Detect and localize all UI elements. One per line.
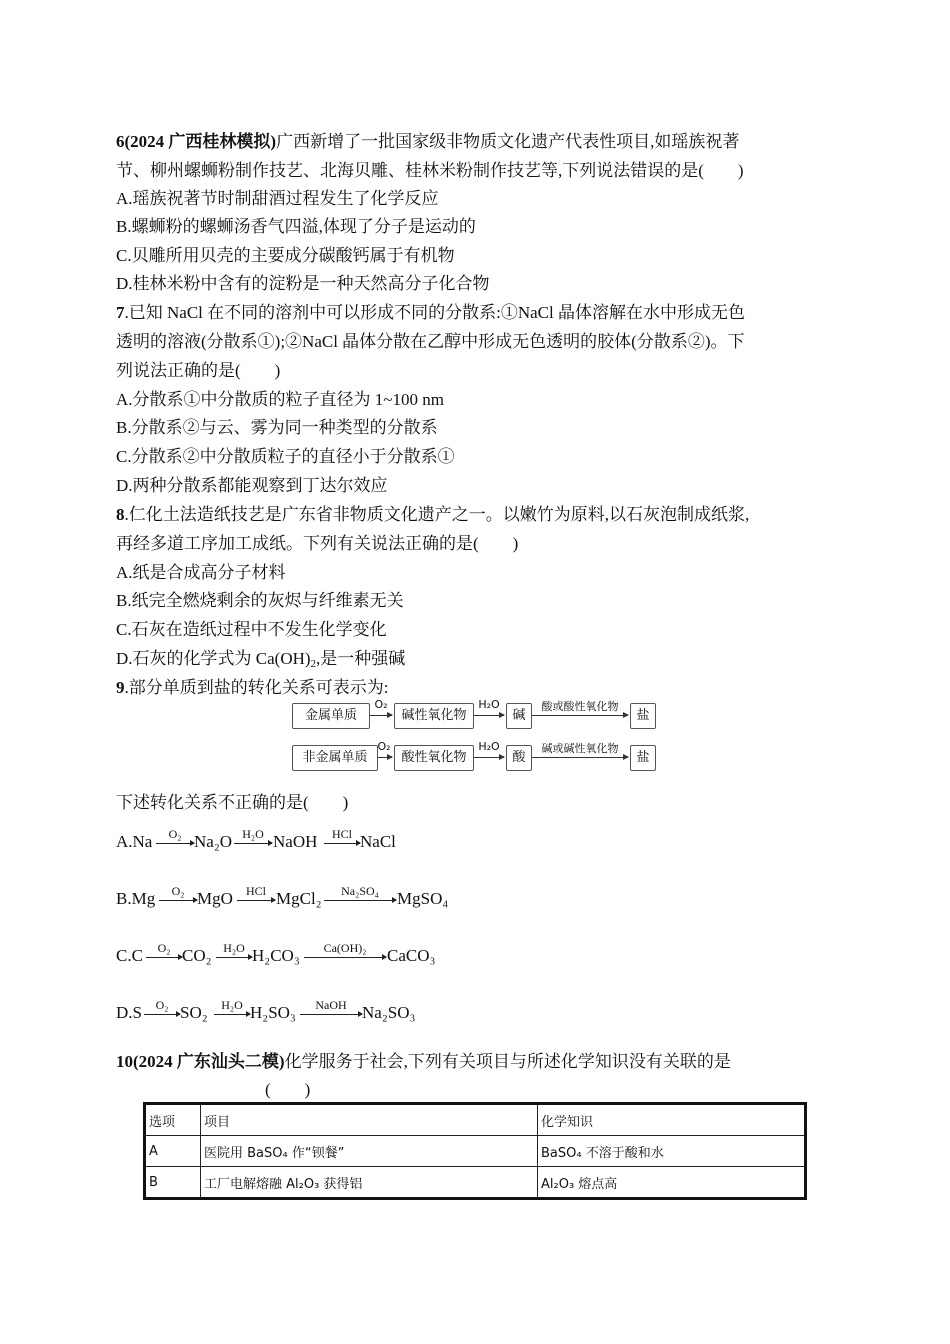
q8-stem-text1: .仁化土法造纸技艺是广东省非物质文化遗产之一。以嫩竹为原料,以石灰泡制成纸浆,: [124, 505, 750, 524]
table-cell: A: [145, 1136, 201, 1167]
flow-nonmetal-arrow3: [532, 757, 628, 758]
q9c-s2: H₂CO₃: [252, 946, 300, 965]
q6-option-d: D.桂林米粉中含有的淀粉是一种天然高分子化合物: [116, 274, 490, 293]
q6-option-a: A.瑶族祝著节时制甜酒过程发生了化学反应: [116, 189, 439, 208]
table-cell: Al₂O₃ 熔点高: [538, 1167, 806, 1199]
flow-nonmetal-label2: H₂O: [478, 740, 500, 753]
q6-stem-text1: 广西新增了一批国家级非物质文化遗产代表性项目,如瑶族祝著: [276, 132, 740, 151]
q9-number: 9: [116, 678, 125, 697]
flow-metal-label3: 酸或酸性氧化物: [541, 700, 619, 713]
q8-option-b: B.纸完全燃烧剩余的灰烬与纤维素无关: [116, 591, 404, 610]
q9a-s0: A.Na: [116, 832, 153, 851]
q9d-o3: NaOH: [315, 998, 347, 1012]
table-header-row: [145, 1104, 806, 1136]
q10-stem-line2: ( ): [265, 1080, 311, 1099]
flow-nonmetal-box1: 非金属单质: [292, 745, 378, 771]
q6-option-c: C.贝雕所用贝壳的主要成分碳酸钙属于有机物: [116, 246, 455, 265]
table-cell: 医院用 BaSO₄ 作“钡餐”: [201, 1136, 538, 1167]
q9c-arrow1: [146, 957, 182, 958]
q7-stem-line3: 列说法正确的是( ): [116, 361, 281, 380]
q8-stem-line2: 再经多道工序加工成纸。下列有关说法正确的是( ): [116, 534, 519, 553]
q6-stem-line1: [116, 131, 739, 153]
q9d-s0: D.S: [116, 1003, 142, 1022]
q9d-s1: SO₂: [180, 1003, 208, 1022]
flow-metal-box2: 碱性氧化物: [394, 703, 474, 729]
q10-number: 10: [116, 1052, 133, 1071]
flow-metal-arrow1: [370, 715, 392, 716]
flow-metal-box1: 金属单质: [292, 703, 370, 729]
table-cell: B: [145, 1167, 201, 1199]
flow-metal-arrow3: [532, 715, 628, 716]
flow-nonmetal-label3: 碱或碱性氧化物: [541, 742, 619, 755]
q9c-o2: H₂O: [223, 941, 245, 955]
q9a-arrow1: [156, 843, 194, 844]
flow-metal-box3: 碱: [506, 703, 532, 729]
q9d-o2: H₂O: [221, 998, 243, 1012]
q9b-s1: MgO: [197, 889, 233, 908]
q9a-o3: HCl: [331, 827, 352, 841]
q10-source: (2024 广东汕头二模): [133, 1052, 285, 1071]
header-project: 项目: [201, 1104, 538, 1136]
q9b-o1: O₂: [171, 884, 185, 898]
q9a-s1: Na₂O: [194, 832, 233, 851]
q10-stem-text1: 化学服务于社会,下列有关项目与所述化学知识没有关联的是: [284, 1052, 731, 1071]
q10-stem-line1: [116, 1051, 731, 1073]
flow-nonmetal-box3: 酸: [506, 745, 532, 771]
flow-nonmetal-arrow1: [378, 757, 392, 758]
q10-table: [143, 1102, 807, 1200]
q9-ask: 下述转化关系不正确的是( ): [116, 793, 349, 812]
q9c-arrow3: [304, 957, 386, 958]
table-cell: BaSO₄ 不溶于酸和水: [538, 1136, 806, 1167]
q7-option-b: B.分散系②与云、雾为同一种类型的分散系: [116, 418, 438, 437]
q8-option-a: A.纸是合成高分子材料: [116, 563, 286, 582]
q9b-s3: MgSO₄: [397, 889, 449, 908]
q9c-o1: O₂: [157, 941, 171, 955]
q9b-s0: B.Mg: [116, 889, 156, 908]
flow-metal-label2: H₂O: [478, 698, 500, 711]
q7-stem-line2: 透明的溶液(分散系①);②NaCl 晶体分散在乙醇中形成无色透明的胶体(分散系②)。下: [116, 332, 745, 351]
q9-stem-text: .部分单质到盐的转化关系可表示为:: [124, 678, 389, 697]
header-option: 选项: [145, 1104, 201, 1136]
q9a-arrow3: [324, 843, 360, 844]
q9c-s3: CaCO₃: [387, 946, 436, 965]
table-cell: 工厂电解熔融 Al₂O₃ 获得铝: [201, 1167, 538, 1199]
q9a-s2: NaOH: [273, 832, 318, 851]
header-knowledge: 化学知识: [538, 1104, 806, 1136]
q9d-arrow1: [144, 1014, 180, 1015]
q9d-s2: H₂SO₃: [250, 1003, 296, 1022]
q9a-arrow2: [234, 843, 272, 844]
flow-nonmetal-box2: 酸性氧化物: [394, 745, 474, 771]
q6-option-b: B.螺蛳粉的螺蛳汤香气四溢,体现了分子是运动的: [116, 217, 476, 236]
q9b-o2: HCl: [245, 884, 266, 898]
q7-option-a: A.分散系①中分散质的粒子直径为 1~100 nm: [116, 390, 444, 409]
q9d-s3: Na₂SO₃: [362, 1003, 416, 1022]
q9d-arrow3: [300, 1014, 362, 1015]
q9a-o1: O₂: [168, 827, 182, 841]
q8-option-d-tail: ,是一种强碱: [316, 649, 406, 668]
q9c-o3: Ca(OH)₂: [323, 941, 367, 955]
flow-nonmetal-label1: O₂: [377, 740, 391, 753]
q9a-s3: NaCl: [360, 832, 396, 851]
q7-option-c: C.分散系②中分散质粒子的直径小于分散系①: [116, 447, 455, 466]
q7-number: 7: [116, 303, 125, 322]
table-row: [145, 1167, 806, 1199]
q9b-o3: Na₂SO₄: [341, 884, 379, 898]
q6-source: (2024 广西桂林模拟): [124, 132, 277, 151]
q9b-arrow1: [159, 900, 197, 901]
q6-stem-line2: 节、柳州螺蛳粉制作技艺、北海贝雕、桂林米粉制作技艺等,下列说法错误的是( ): [116, 161, 744, 180]
flow-metal-arrow2: [474, 715, 504, 716]
flow-nonmetal-arrow2: [474, 757, 504, 758]
q9b-arrow3: [324, 900, 396, 901]
q8-option-d-subscript: 2: [310, 658, 317, 670]
q7-option-d: D.两种分散系都能观察到丁达尔效应: [116, 476, 388, 495]
q9a-o2: H₂O: [242, 827, 264, 841]
q8-option-c: C.石灰在造纸过程中不发生化学变化: [116, 620, 387, 639]
table-row: [145, 1136, 806, 1167]
q8-number: 8: [116, 505, 125, 524]
flow-nonmetal-box4: 盐: [630, 745, 656, 771]
q9b-s2: MgCl₂: [276, 889, 322, 908]
q7-stem-line1: [116, 302, 745, 324]
q8-option-d-text: D.石灰的化学式为 Ca(OH): [116, 649, 311, 668]
flow-metal-label1: O₂: [374, 698, 388, 711]
q8-option-d: [116, 648, 405, 675]
q9d-o1: O₂: [155, 998, 169, 1012]
q8-stem-line1: [116, 504, 749, 526]
q9c-arrow2: [216, 957, 252, 958]
q9b-arrow2: [237, 900, 275, 901]
q9-stem: [116, 677, 388, 699]
q9d-arrow2: [214, 1014, 250, 1015]
flow-metal-box4: 盐: [630, 703, 656, 729]
q9c-s1: CO₂: [182, 946, 212, 965]
q7-stem-text1: .已知 NaCl 在不同的溶剂中可以形成不同的分散系:①NaCl 晶体溶解在水中形成无色: [124, 303, 745, 322]
q6-number: 6: [116, 132, 125, 151]
q9c-s0: C.C: [116, 946, 143, 965]
